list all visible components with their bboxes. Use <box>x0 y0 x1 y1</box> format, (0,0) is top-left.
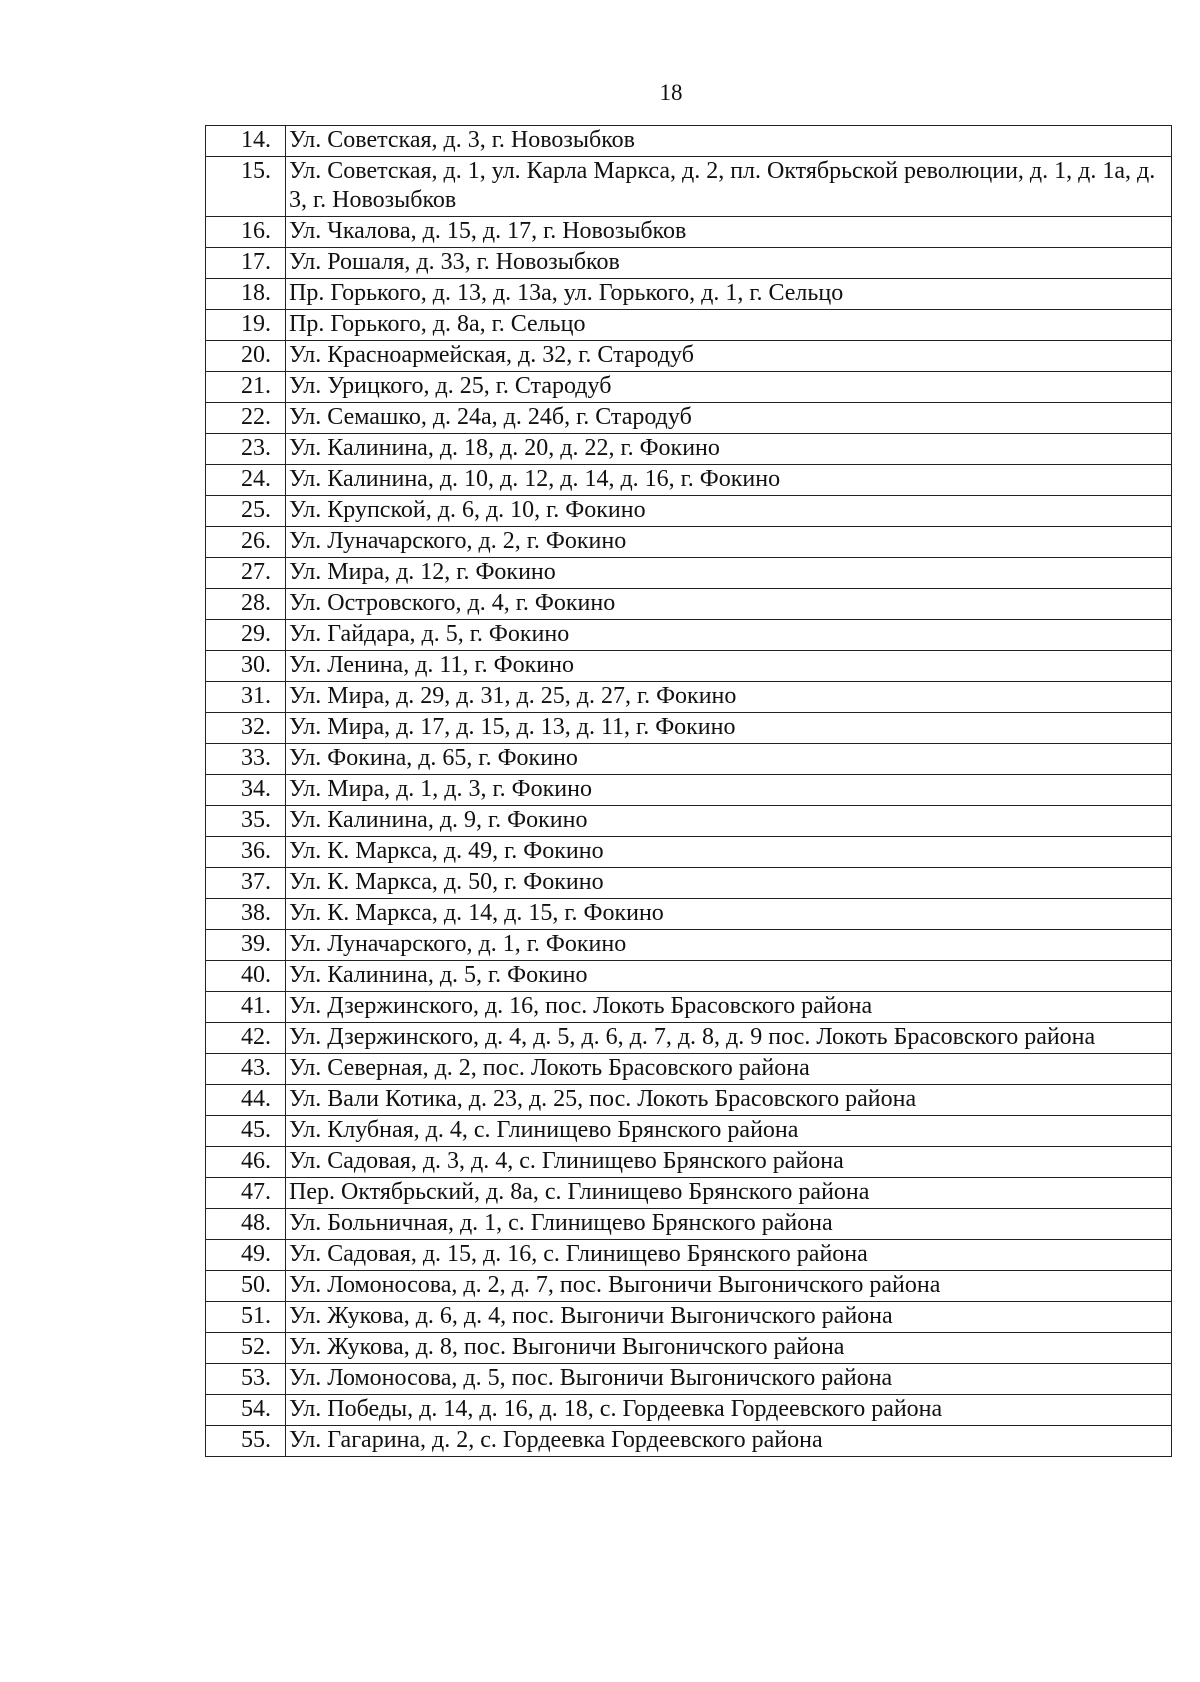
table-row <box>206 651 1172 682</box>
table-row <box>206 157 1172 217</box>
table-row <box>206 558 1172 589</box>
address-cell: Ул. Калинина, д. 9, г. Фокино <box>286 806 1172 837</box>
row-number: 18. <box>206 279 286 310</box>
address-cell: Ул. Ломоносова, д. 2, д. 7, пос. Выгоничи Выгоничского района <box>286 1271 1172 1302</box>
row-number: 19. <box>206 310 286 341</box>
row-number: 43. <box>206 1054 286 1085</box>
page-number: 18 <box>659 80 683 105</box>
row-number: 28. <box>206 589 286 620</box>
row-number: 25. <box>206 496 286 527</box>
row-number: 29. <box>206 620 286 651</box>
address-cell: Ул. К. Маркса, д. 14, д. 15, г. Фокино <box>286 899 1172 930</box>
table-row <box>206 434 1172 465</box>
row-number: 44. <box>206 1085 286 1116</box>
table-row <box>206 403 1172 434</box>
table-row <box>206 1240 1172 1271</box>
address-cell: Ул. К. Маркса, д. 50, г. Фокино <box>286 868 1172 899</box>
address-table-body <box>206 126 1172 1457</box>
address-cell: Ул. Дзержинского, д. 16, пос. Локоть Брасовского района <box>286 992 1172 1023</box>
table-row <box>206 837 1172 868</box>
table-row <box>206 589 1172 620</box>
row-number: 34. <box>206 775 286 806</box>
row-number: 55. <box>206 1426 286 1457</box>
row-number: 46. <box>206 1147 286 1178</box>
table-row <box>206 744 1172 775</box>
address-cell: Ул. Клубная, д. 4, с. Глинищево Брянского района <box>286 1116 1172 1147</box>
address-cell: Ул. Дзержинского, д. 4, д. 5, д. 6, д. 7, д. 8, д. 9 пос. Локоть Брасовского района <box>286 1023 1172 1054</box>
address-cell: Ул. Ленина, д. 11, г. Фокино <box>286 651 1172 682</box>
address-cell: Ул. Мира, д. 1, д. 3, г. Фокино <box>286 775 1172 806</box>
table-row <box>206 1147 1172 1178</box>
row-number: 17. <box>206 248 286 279</box>
row-number: 36. <box>206 837 286 868</box>
table-row <box>206 1116 1172 1147</box>
table-row <box>206 713 1172 744</box>
address-cell: Ул. Больничная, д. 1, с. Глинищево Брянского района <box>286 1209 1172 1240</box>
row-number: 52. <box>206 1333 286 1364</box>
table-row <box>206 341 1172 372</box>
table-row <box>206 1209 1172 1240</box>
row-number: 35. <box>206 806 286 837</box>
row-number: 41. <box>206 992 286 1023</box>
address-cell: Ул. Семашко, д. 24а, д. 24б, г. Стародуб <box>286 403 1172 434</box>
address-cell: Ул. Советская, д. 1, ул. Карла Маркса, д. 2, пл. Октябрьской революции, д. 1, д. 1а, д. 3, г. Новозыбков <box>286 157 1172 217</box>
row-number: 23. <box>206 434 286 465</box>
address-cell: Пр. Горького, д. 8а, г. Сельцо <box>286 310 1172 341</box>
address-cell: Ул. Гагарина, д. 2, с. Гордеевка Гордеевского района <box>286 1426 1172 1457</box>
row-number: 47. <box>206 1178 286 1209</box>
table-row <box>206 126 1172 157</box>
table-row <box>206 1054 1172 1085</box>
address-cell: Ул. Северная, д. 2, пос. Локоть Брасовского района <box>286 1054 1172 1085</box>
row-number: 16. <box>206 217 286 248</box>
address-cell: Ул. К. Маркса, д. 49, г. Фокино <box>286 837 1172 868</box>
row-number: 30. <box>206 651 286 682</box>
row-number: 22. <box>206 403 286 434</box>
address-table <box>205 125 1172 1457</box>
table-row <box>206 248 1172 279</box>
address-cell: Ул. Жукова, д. 8, пос. Выгоничи Выгоничского района <box>286 1333 1172 1364</box>
address-cell: Ул. Фокина, д. 65, г. Фокино <box>286 744 1172 775</box>
table-row <box>206 217 1172 248</box>
table-row <box>206 465 1172 496</box>
table-row <box>206 899 1172 930</box>
row-number: 45. <box>206 1116 286 1147</box>
table-row <box>206 868 1172 899</box>
address-cell: Ул. Рошаля, д. 33, г. Новозыбков <box>286 248 1172 279</box>
table-row <box>206 1395 1172 1426</box>
row-number: 26. <box>206 527 286 558</box>
table-row <box>206 961 1172 992</box>
address-cell: Ул. Калинина, д. 18, д. 20, д. 22, г. Фокино <box>286 434 1172 465</box>
table-row <box>206 1302 1172 1333</box>
row-number: 42. <box>206 1023 286 1054</box>
table-row <box>206 1271 1172 1302</box>
address-cell: Ул. Мира, д. 12, г. Фокино <box>286 558 1172 589</box>
row-number: 15. <box>206 157 286 217</box>
row-number: 37. <box>206 868 286 899</box>
row-number: 38. <box>206 899 286 930</box>
row-number: 20. <box>206 341 286 372</box>
table-row <box>206 775 1172 806</box>
table-row <box>206 496 1172 527</box>
address-cell: Ул. Садовая, д. 3, д. 4, с. Глинищево Брянского района <box>286 1147 1172 1178</box>
address-cell: Ул. Садовая, д. 15, д. 16, с. Глинищево Брянского района <box>286 1240 1172 1271</box>
address-cell: Ул. Урицкого, д. 25, г. Стародуб <box>286 372 1172 403</box>
table-row <box>206 279 1172 310</box>
table-row <box>206 1333 1172 1364</box>
row-number: 40. <box>206 961 286 992</box>
address-cell: Ул. Победы, д. 14, д. 16, д. 18, с. Гордеевка Гордеевского района <box>286 1395 1172 1426</box>
table-row <box>206 1426 1172 1457</box>
table-row <box>206 1364 1172 1395</box>
address-cell: Ул. Калинина, д. 10, д. 12, д. 14, д. 16, г. Фокино <box>286 465 1172 496</box>
table-row <box>206 1023 1172 1054</box>
address-cell: Пер. Октябрьский, д. 8а, с. Глинищево Брянского района <box>286 1178 1172 1209</box>
address-cell: Ул. Мира, д. 29, д. 31, д. 25, д. 27, г. Фокино <box>286 682 1172 713</box>
address-cell: Ул. Чкалова, д. 15, д. 17, г. Новозыбков <box>286 217 1172 248</box>
table-row <box>206 310 1172 341</box>
address-cell: Ул. Вали Котика, д. 23, д. 25, пос. Локоть Брасовского района <box>286 1085 1172 1116</box>
row-number: 39. <box>206 930 286 961</box>
table-row <box>206 992 1172 1023</box>
row-number: 48. <box>206 1209 286 1240</box>
address-cell: Ул. Советская, д. 3, г. Новозыбков <box>286 126 1172 157</box>
address-cell: Ул. Ломоносова, д. 5, пос. Выгоничи Выгоничского района <box>286 1364 1172 1395</box>
row-number: 33. <box>206 744 286 775</box>
address-cell: Пр. Горького, д. 13, д. 13а, ул. Горького, д. 1, г. Сельцо <box>286 279 1172 310</box>
address-cell: Ул. Мира, д. 17, д. 15, д. 13, д. 11, г. Фокино <box>286 713 1172 744</box>
table-row <box>206 806 1172 837</box>
address-cell: Ул. Островского, д. 4, г. Фокино <box>286 589 1172 620</box>
table-row <box>206 620 1172 651</box>
address-cell: Ул. Крупской, д. 6, д. 10, г. Фокино <box>286 496 1172 527</box>
row-number: 50. <box>206 1271 286 1302</box>
address-cell: Ул. Калинина, д. 5, г. Фокино <box>286 961 1172 992</box>
table-row <box>206 527 1172 558</box>
row-number: 14. <box>206 126 286 157</box>
row-number: 21. <box>206 372 286 403</box>
address-cell: Ул. Жукова, д. 6, д. 4, пос. Выгоничи Выгоничского района <box>286 1302 1172 1333</box>
address-cell: Ул. Луначарского, д. 1, г. Фокино <box>286 930 1172 961</box>
table-row <box>206 372 1172 403</box>
row-number: 32. <box>206 713 286 744</box>
address-cell: Ул. Гайдара, д. 5, г. Фокино <box>286 620 1172 651</box>
table-row <box>206 682 1172 713</box>
row-number: 24. <box>206 465 286 496</box>
row-number: 53. <box>206 1364 286 1395</box>
row-number: 31. <box>206 682 286 713</box>
row-number: 54. <box>206 1395 286 1426</box>
address-cell: Ул. Красноармейская, д. 32, г. Стародуб <box>286 341 1172 372</box>
row-number: 51. <box>206 1302 286 1333</box>
table-row <box>206 1178 1172 1209</box>
table-row <box>206 930 1172 961</box>
address-cell: Ул. Луначарского, д. 2, г. Фокино <box>286 527 1172 558</box>
table-row <box>206 1085 1172 1116</box>
row-number: 27. <box>206 558 286 589</box>
row-number: 49. <box>206 1240 286 1271</box>
